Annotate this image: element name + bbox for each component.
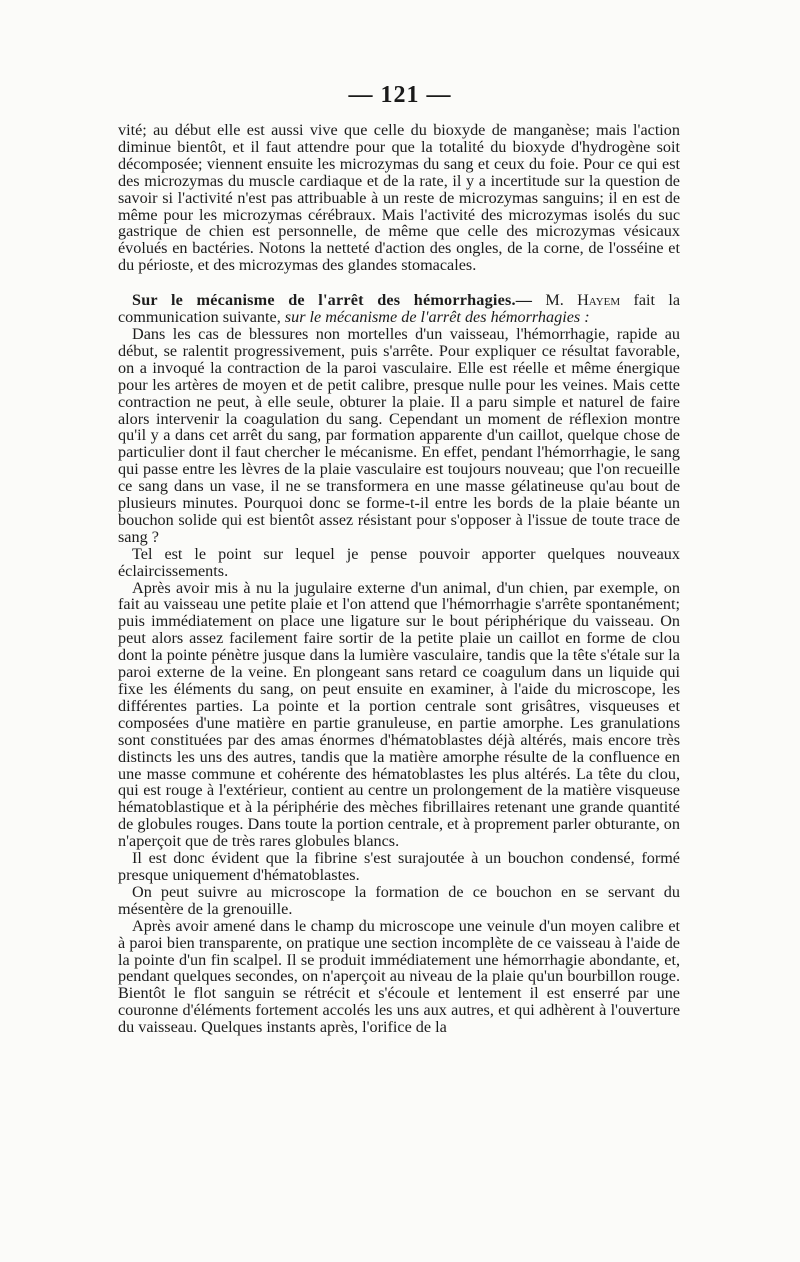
paragraph: Tel est le point sur lequel je pense pouvoir apporter quelques nouveaux éclaircissements. (118, 544, 680, 580)
body-text (118, 122, 680, 1036)
paragraph: Il est donc évident que la fibrine s'est surajoutée à un bouchon condensé, formé presque uniquement d'hématoblastes. (118, 849, 680, 884)
page-number: — 121 — (348, 82, 452, 108)
communication-title: sur le mécanisme de l'arrêt des hémorrhagies : (284, 308, 590, 327)
paragraph: Après avoir amené dans le champ du microscope une veinule d'un moyen calibre et à paroi bien transparente, on pratique une section incomplète de ce vaisseau à l'aide de la pointe d'un fin scalpel. Il se produit immédiatement une hémorrhagie abondante, et, pendant quelques secondes, on n'aperçoit au niveau de la plaie qu'un bourbillon rouge. Bientôt le flot sanguin se rétrécit et s'écoule et lentement il est enserré par une couronne d'éléments fortement accolés les uns aux autres, et qui adhèrent à l'ouverture du vaisseau. Quelques instants après, l'orifice de la (118, 916, 680, 1037)
heading-lead: fait la communication suivante, (118, 291, 680, 327)
section-title: Sur le mécanisme de l'arrêt des hémorrhagies.— (132, 291, 533, 310)
paragraph: On peut suivre au microscope la formation de ce bouchon en se servant du mésentère de la grenouille. (118, 882, 680, 918)
paragraph: Dans les cas de blessures non mortelles d'un vaisseau, l'hémorrhagie, rapide au début, se ralentit progressivement, puis s'arrête. Pour expliquer ce résultat favorable, on a invoqué la contraction de la paroi vasculaire. Elle est réelle et même énergique pour les artères de moyen et de petit calibre, presque nulle pour les veines. Mais cette contraction ne peut, à elle seule, obturer la plaie. Il a paru simple et naturel de faire alors intervenir la coagulation du sang. Cependant un moment de réflexion montre qu'il y a dans cet arrêt du sang, par formation apparente d'un caillot, quelque chose de particulier dont il faut chercher le mécanisme. En effet, pendant l'hémorrhagie, le sang qui passe entre les lèvres de la plaie vasculaire est toujours nouveau; que l'on recueille ce sang dans un vase, il ne se transformera en une masse gélatineuse qu'au bout de plusieurs minutes. Pourquoi donc se forme-t-il entre les bords de la plaie béante un bouchon solide qui est bientôt assez résistant pour s'opposer à l'issue de toute trace de sang ? (118, 324, 680, 546)
paragraph: Après avoir mis à nu la jugulaire externe d'un animal, d'un chien, par exemple, on fait au vaisseau une petite plaie et l'on attend que l'hémorrhagie s'arrête spontanément; puis immédiatement on place une ligature sur le bout périphérique du vaisseau. On peut alors assez facilement faire sortir de la petite plaie un caillot en forme de clou dont la pointe pénètre jusque dans la lumière vasculaire, tandis que la tête s'étale sur la paroi externe de la veine. En plongeant sans retard ce coagulum dans un liquide qui fixe les éléments du sang, on peut ensuite en examiner, à l'aide du microscope, les différentes parties. La pointe et la portion centrale sont grisâtres, visqueuses et composées d'une matière en partie granuleuse, en partie amorphe. Les granulations sont constituées par des amas énormes d'hématoblastes déjà altérés, mais encore très distincts les uns des autres, tandis que la matière amorphe résulte de la confluence en une masse commune et cohérente des hématoblastes les plus altérés. La tête du clou, qui est rouge à l'extérieur, contient au centre un prolongement de la matière visqueuse hématoblastique et à la périphérie des mèches fibrillaires retenant une grande quantité de globules rouges. Dans toute la portion centrale, et à proprement parler obturante, on n'aperçoit que de très rares globules blancs. (118, 578, 680, 851)
paragraph-continued: vité; au début elle est aussi vive que celle du bioxyde de manganèse; mais l'action diminue bientôt, et il faut attendre pour que la totalité du bioxyde d'hydrogène soit décomposée; viennent ensuite les microzymas du sang et ceux du foie. Pour ce qui est des microzymas du muscle cardiaque et de la rate, il y a incertitude sur la question de savoir si l'activité n'est pas attribuable à un reste de microzymas sanguins; il en est de même pour les microzymas cérébraux. Mais l'activité des microzymas isolés du suc gastrique de chien est personnelle, de même que celle des microzymas vésicaux évolués en bactéries. Notons la netteté d'action des ongles, de la corne, de l'osséine et du périoste, et des microzymas des glandes stomacales. (118, 121, 680, 275)
author-name: M. Hayem (545, 291, 621, 310)
section-heading-paragraph (118, 292, 680, 326)
